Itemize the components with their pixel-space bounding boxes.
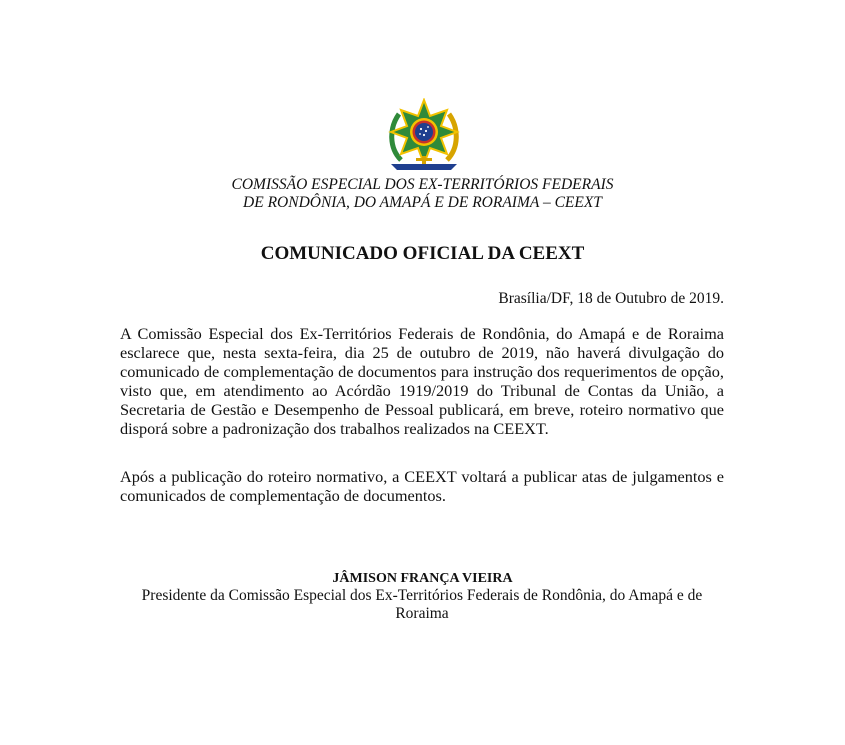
body-paragraph-2: Após a publicação do roteiro normativo, a CEEXT voltará a publicar atas de julgamentos e comunicados de complementação de documentos. (120, 467, 724, 505)
coat-of-arms-icon (385, 98, 463, 172)
organization-name-line-1: COMISSÃO ESPECIAL DOS EX-TERRITÓRIOS FEDERAIS (231, 176, 614, 193)
organization-name-line-2: DE RONDÔNIA, DO AMAPÁ E DE RORAIMA – CEEXT (243, 194, 602, 211)
document-title: COMUNICADO OFICIAL DA CEEXT (260, 243, 585, 264)
signatory-role: Presidente da Comissão Especial dos Ex-Territórios Federais de Rondônia, do Amapá e de Roraima (141, 587, 703, 622)
body-paragraph-1: A Comissão Especial dos Ex-Territórios Federais de Rondônia, do Amapá e de Roraima esclarece que, nesta sexta-feira, dia 25 de outubro de 2019, não haverá divulgação do comunicado de complementação de documentos para instrução dos requerimentos de opção, visto que, em atendimento ao Acórdão 1919/2019 do Tribunal de Contas da União, a Secretaria de Gestão e Desempenho de Pessoal publicará, em breve, roteiro normativo que disporá sobre a padronização dos trabalhos realizados na CEEXT. (120, 324, 724, 438)
document-date: Brasília/DF, 18 de Outubro de 2019. (498, 290, 724, 307)
signatory-name: JÂMISON FRANÇA VIEIRA (332, 571, 513, 586)
